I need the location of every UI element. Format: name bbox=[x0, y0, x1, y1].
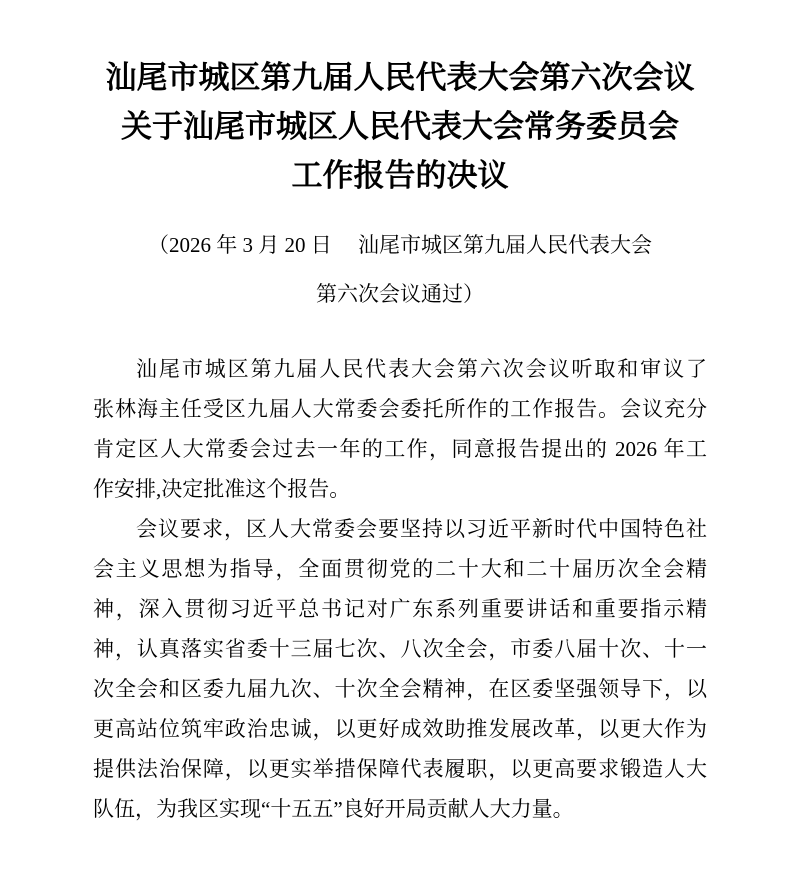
title-line-1: 汕尾市城区第九届人民代表大会第六次会议 bbox=[105, 60, 695, 95]
adoption-note-line-1: （2026 年 3 月 20 日 汕尾市城区第九届人民代表大会 bbox=[148, 233, 652, 257]
body-line: 更高站位筑牢政治忠诚，以更好成效助推发展改革，以更大作为 bbox=[93, 717, 707, 741]
body-line: 肯定区人大常委会过去一年的工作，同意报告提出的 2026 年工 bbox=[93, 437, 707, 461]
paragraph-2 bbox=[93, 509, 707, 829]
body-line: 神，认真落实省委十三届七次、八次全会，市委八届十次、十一 bbox=[93, 637, 707, 661]
body-line: 汕尾市城区第九届人民代表大会第六次会议听取和审议了 bbox=[136, 357, 707, 381]
body-line: 作安排,决定批准这个报告。 bbox=[93, 477, 351, 501]
body-line: 会议要求，区人大常委会要坚持以习近平新时代中国特色社 bbox=[136, 517, 707, 541]
adoption-note bbox=[93, 221, 707, 319]
title-line-3: 工作报告的决议 bbox=[291, 158, 509, 193]
title-line-2: 关于汕尾市城区人民代表大会常务委员会 bbox=[121, 109, 679, 144]
body-line: 队伍，为我区实现“十五五”良好开局贡献人大力量。 bbox=[93, 797, 574, 821]
paragraph-1 bbox=[93, 349, 707, 509]
body-line: 提供法治保障，以更实举措保障代表履职，以更高要求锻造人大 bbox=[93, 757, 707, 781]
document-body bbox=[93, 349, 707, 829]
document-content bbox=[93, 0, 707, 829]
body-line: 会主义思想为指导，全面贯彻党的二十大和二十届历次全会精 bbox=[93, 557, 707, 581]
body-line: 次全会和区委九届九次、十次全会精神，在区委坚强领导下，以 bbox=[93, 677, 707, 701]
body-line: 张林海主任受区九届人大常委会委托所作的工作报告。会议充分 bbox=[93, 397, 707, 421]
adoption-note-line-2: 第六次会议通过） bbox=[316, 282, 484, 306]
document-title bbox=[93, 0, 707, 200]
body-line: 神，深入贯彻习近平总书记对广东系列重要讲话和重要指示精 bbox=[93, 597, 707, 621]
